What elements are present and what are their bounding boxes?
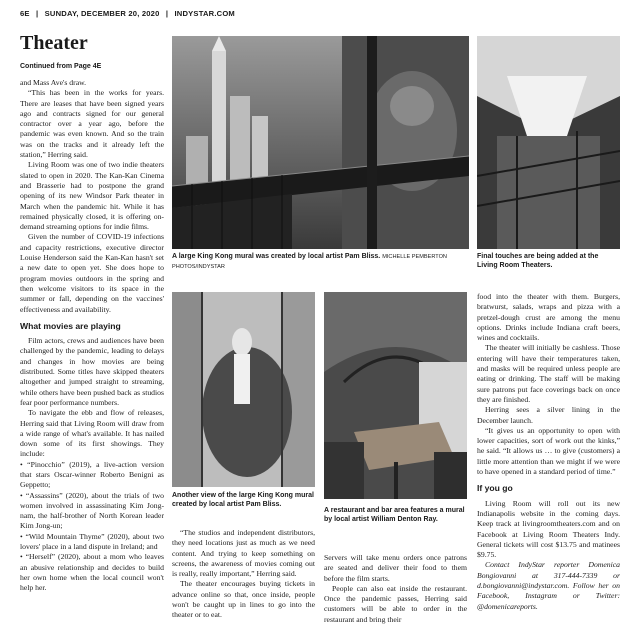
caption-final-touches: Final touches are being added at the Living Room Theaters. [477, 253, 599, 269]
subhead-if-you-go: If you go [477, 483, 513, 494]
caption-restaurant-bar: A restaurant and bar area features a mural by local artist William Denton Ray. [324, 507, 465, 523]
movie-list-item: • “Herself” (2020), about a mom who leaves an abusive relationship and decides to build her own home when the local council won't help her. [20, 552, 164, 593]
issue-date: SUNDAY, DECEMBER 20, 2020 [44, 9, 160, 18]
paragraph: and Mass Ave's draw. [20, 78, 87, 87]
paragraph: “It gives us an opportunity to open with lower capacities, sort of work out the kinks,” he said. “It allows us … to give (customers) a little more attention than we might if we were to have opened in a standard period of time.” [477, 425, 620, 477]
photo-final-touches [477, 36, 620, 249]
paragraph: The theater will initially be cashless. Those entering will have their temperatures taken, and masks will be required unless people are eating or drinking. The staff will be making sure patrons put face coverings back on once they are finished. [477, 343, 620, 404]
reporter-contact: Contact IndyStar reporter Domenica Bongiovanni at 317-444-7339 or d.bongiovanni@indystar.com. Follow her on Facebook, Instagram or Twitter: @domenicareports. [477, 560, 620, 611]
paragraph: The theater encourages buying tickets in advance online so that, once inside, people won't be caught up in lines to go into the theater or to eat. [172, 579, 315, 620]
movie-list-item: • “Assassins” (2020), about the trials of two women involved in assassinating Kim Jong-nam, the half-brother of North Korean leader Kim Jong-un; [20, 490, 164, 531]
paragraph: Herring sees a silver lining in the December launch. [477, 405, 620, 425]
paragraph: “The studios and independent distributors, they need locations just as much as we need content. And trying to keep something on screens, the awareness of movies coming out is really, really important,” Herring said. [172, 528, 315, 579]
site-name: INDYSTAR.COM [174, 9, 235, 18]
paragraph: “This has been in the works for years. There are leases that have been signed years ago and contracts signed for our general contractor over a year ago, before the pandemic was even known. And so the train was on the tracks and it already left the station,” Herring said. [20, 88, 164, 160]
article-column-2 [172, 528, 315, 621]
caption-king-kong-mural: A large King Kong mural was created by local artist Pam Bliss. MICHELLE PEMBERTON PHOTOS/INDYSTAR [172, 253, 447, 270]
photo-credit: MICHELLE PEMBERTON PHOTOS/INDYSTAR [172, 254, 447, 270]
paragraph: People can also eat inside the restaurant. Once the pandemic passes, Herring said customers will be able to order in the restaurant and bring their [324, 583, 467, 624]
article-column-1 [20, 78, 164, 594]
photo-king-kong-mural [172, 36, 469, 249]
article-column-4 [477, 292, 620, 612]
section-headline: Theater [20, 32, 88, 54]
paragraph: Film actors, crews and audiences have been challenged by the pandemic, leading to delays and changes in how movies are being distributed. Some titles have skipped theaters altogether and jumped straight to streaming, while others have been pushed back as studios fear poor performance numbers. [20, 336, 164, 407]
photo-king-kong-other-view [172, 292, 315, 487]
movie-list-item: • “Pinocchio” (2019), a live-action version that stars Oscar-winner Roberto Benigni as Geppetto; [20, 459, 164, 490]
subhead-movies: What movies are playing [20, 320, 121, 331]
movie-list-item: • “Wild Mountain Thyme” (2020), about two lovers' place in a land dispute in Ireland; and [20, 531, 164, 552]
paragraph: Given the number of COVID-19 infections and capacity restrictions, executive director Louise Henderson said the Kan-Kan hasn't set a new date to open yet. She does hope to program movies outdoors in the spring and then welcome visitors to its space in the summer or fall, depending on the vaccines' effectiveness and availability. [20, 232, 164, 314]
page-folio: 6E | SUNDAY, DECEMBER 20, 2020 | INDYSTAR.COM [20, 9, 235, 18]
article-column-3 [324, 553, 467, 625]
paragraph: To navigate the ebb and flow of releases, Herring said that Living Room will draw from a wide range of what's available. It has nailed down some of its first showings. They include: [20, 408, 164, 459]
paragraph: Servers will take menu orders once patrons are seated and deliver their food to them before the film starts. [324, 553, 467, 583]
continued-from: Continued from Page 4E [20, 63, 102, 70]
page-number: 6E [20, 9, 30, 18]
paragraph: Living Room was one of two indie theaters slated to open in 2020. The Kan-Kan Cinema and Brasserie had to postpone the grand opening of its new Windsor Park theater in March when the pandemic hit. While it has remained physically closed, it is offering on-demand streaming options for indie films. [20, 160, 164, 232]
photo-restaurant-bar [324, 292, 467, 499]
caption-king-kong-other-view: Another view of the large King Kong mural created by local artist Pam Bliss. [172, 492, 314, 508]
paragraph: Living Room will roll out its new Indianapolis website in the coming days. Keep track at livingroomtheaters.com and on Facebook at Living Room Theaters Indy. General tickets will cost $13.75 and matinees $9.75. [477, 498, 620, 560]
paragraph: food into the theater with them. Burgers, bratwurst, salads, wraps and pizza with a pretzel-dough crust are among the menu options. Drinks include Indiana craft beers, wines and cocktails. [477, 292, 620, 343]
